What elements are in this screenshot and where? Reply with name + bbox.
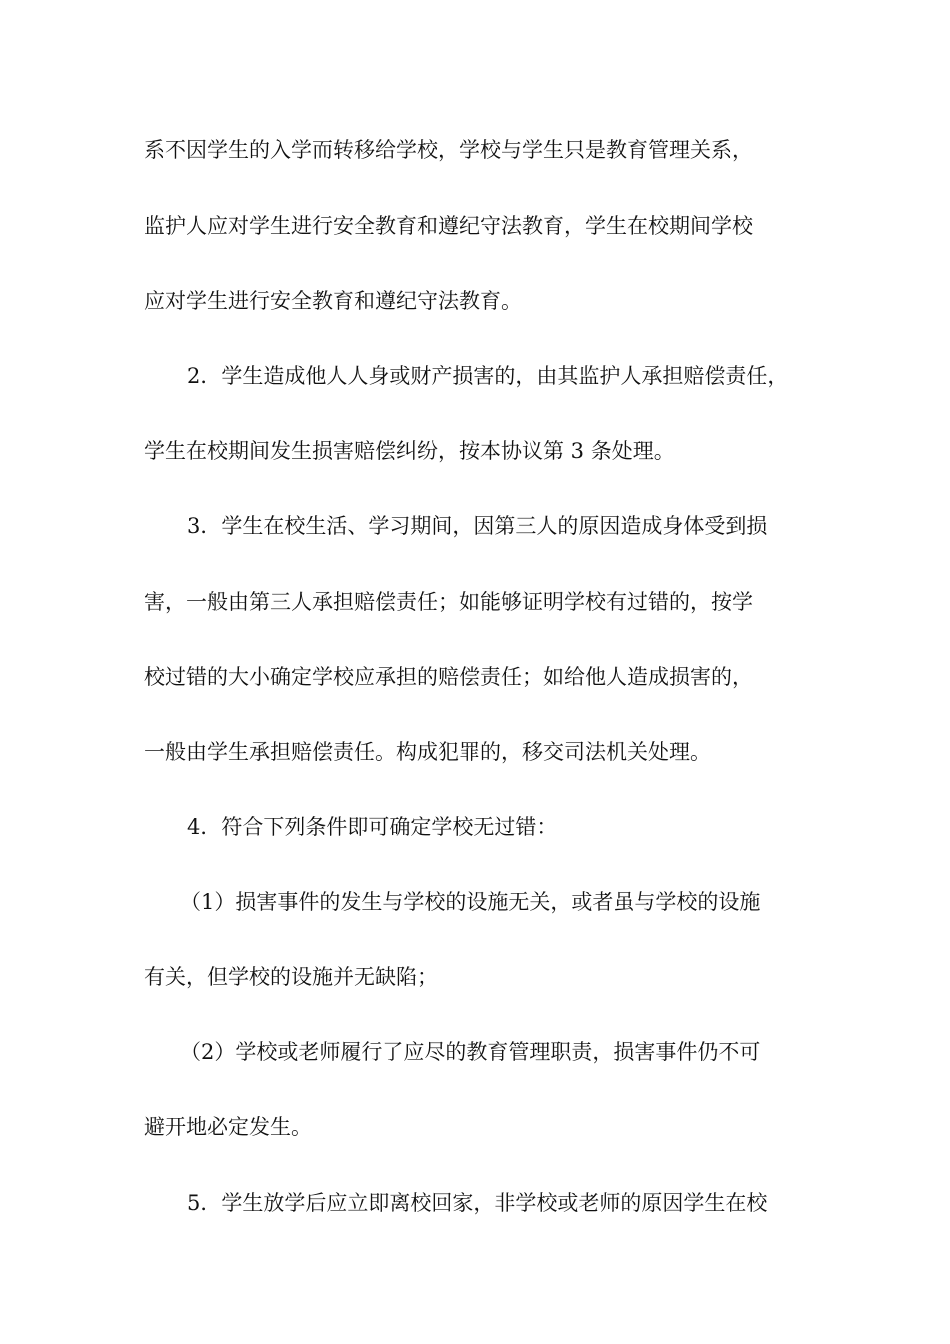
- paragraph-line: （2）学校或老师履行了应尽的教育管理职责，损害事件仍不可: [180, 1040, 761, 1064]
- paragraph-line: 监护人应对学生进行安全教育和遵纪守法教育，学生在校期间学校: [144, 214, 753, 238]
- paragraph-line: （1）损害事件的发生与学校的设施无关，或者虽与学校的设施: [180, 890, 761, 914]
- paragraph-line: 校过错的大小确定学校应承担的赔偿责任；如给他人造成损害的，: [144, 665, 753, 689]
- paragraph-line: 应对学生进行安全教育和遵纪守法教育。: [144, 289, 522, 313]
- paragraph-line: 有关，但学校的设施并无缺陷；: [144, 965, 438, 989]
- paragraph-line: 害，一般由第三人承担赔偿责任；如能够证明学校有过错的，按学: [144, 590, 753, 614]
- paragraph-line: 学生在校期间发生损害赔偿纠纷，按本协议第 3 条处理。: [144, 439, 675, 463]
- paragraph-line: 5．学生放学后应立即离校回家，非学校或老师的原因学生在校: [187, 1191, 768, 1215]
- paragraph-line: 系不因学生的入学而转移给学校，学校与学生只是教育管理关系，: [144, 138, 753, 162]
- paragraph-line: 一般由学生承担赔偿责任。构成犯罪的，移交司法机关处理。: [144, 740, 711, 764]
- paragraph-line: 3．学生在校生活、学习期间，因第三人的原因造成身体受到损: [187, 514, 768, 538]
- paragraph-line: 2．学生造成他人人身或财产损害的，由其监护人承担赔偿责任，: [187, 364, 789, 388]
- paragraph-line: 避开地必定发生。: [144, 1115, 312, 1139]
- paragraph-line: 4．符合下列条件即可确定学校无过错：: [187, 815, 558, 839]
